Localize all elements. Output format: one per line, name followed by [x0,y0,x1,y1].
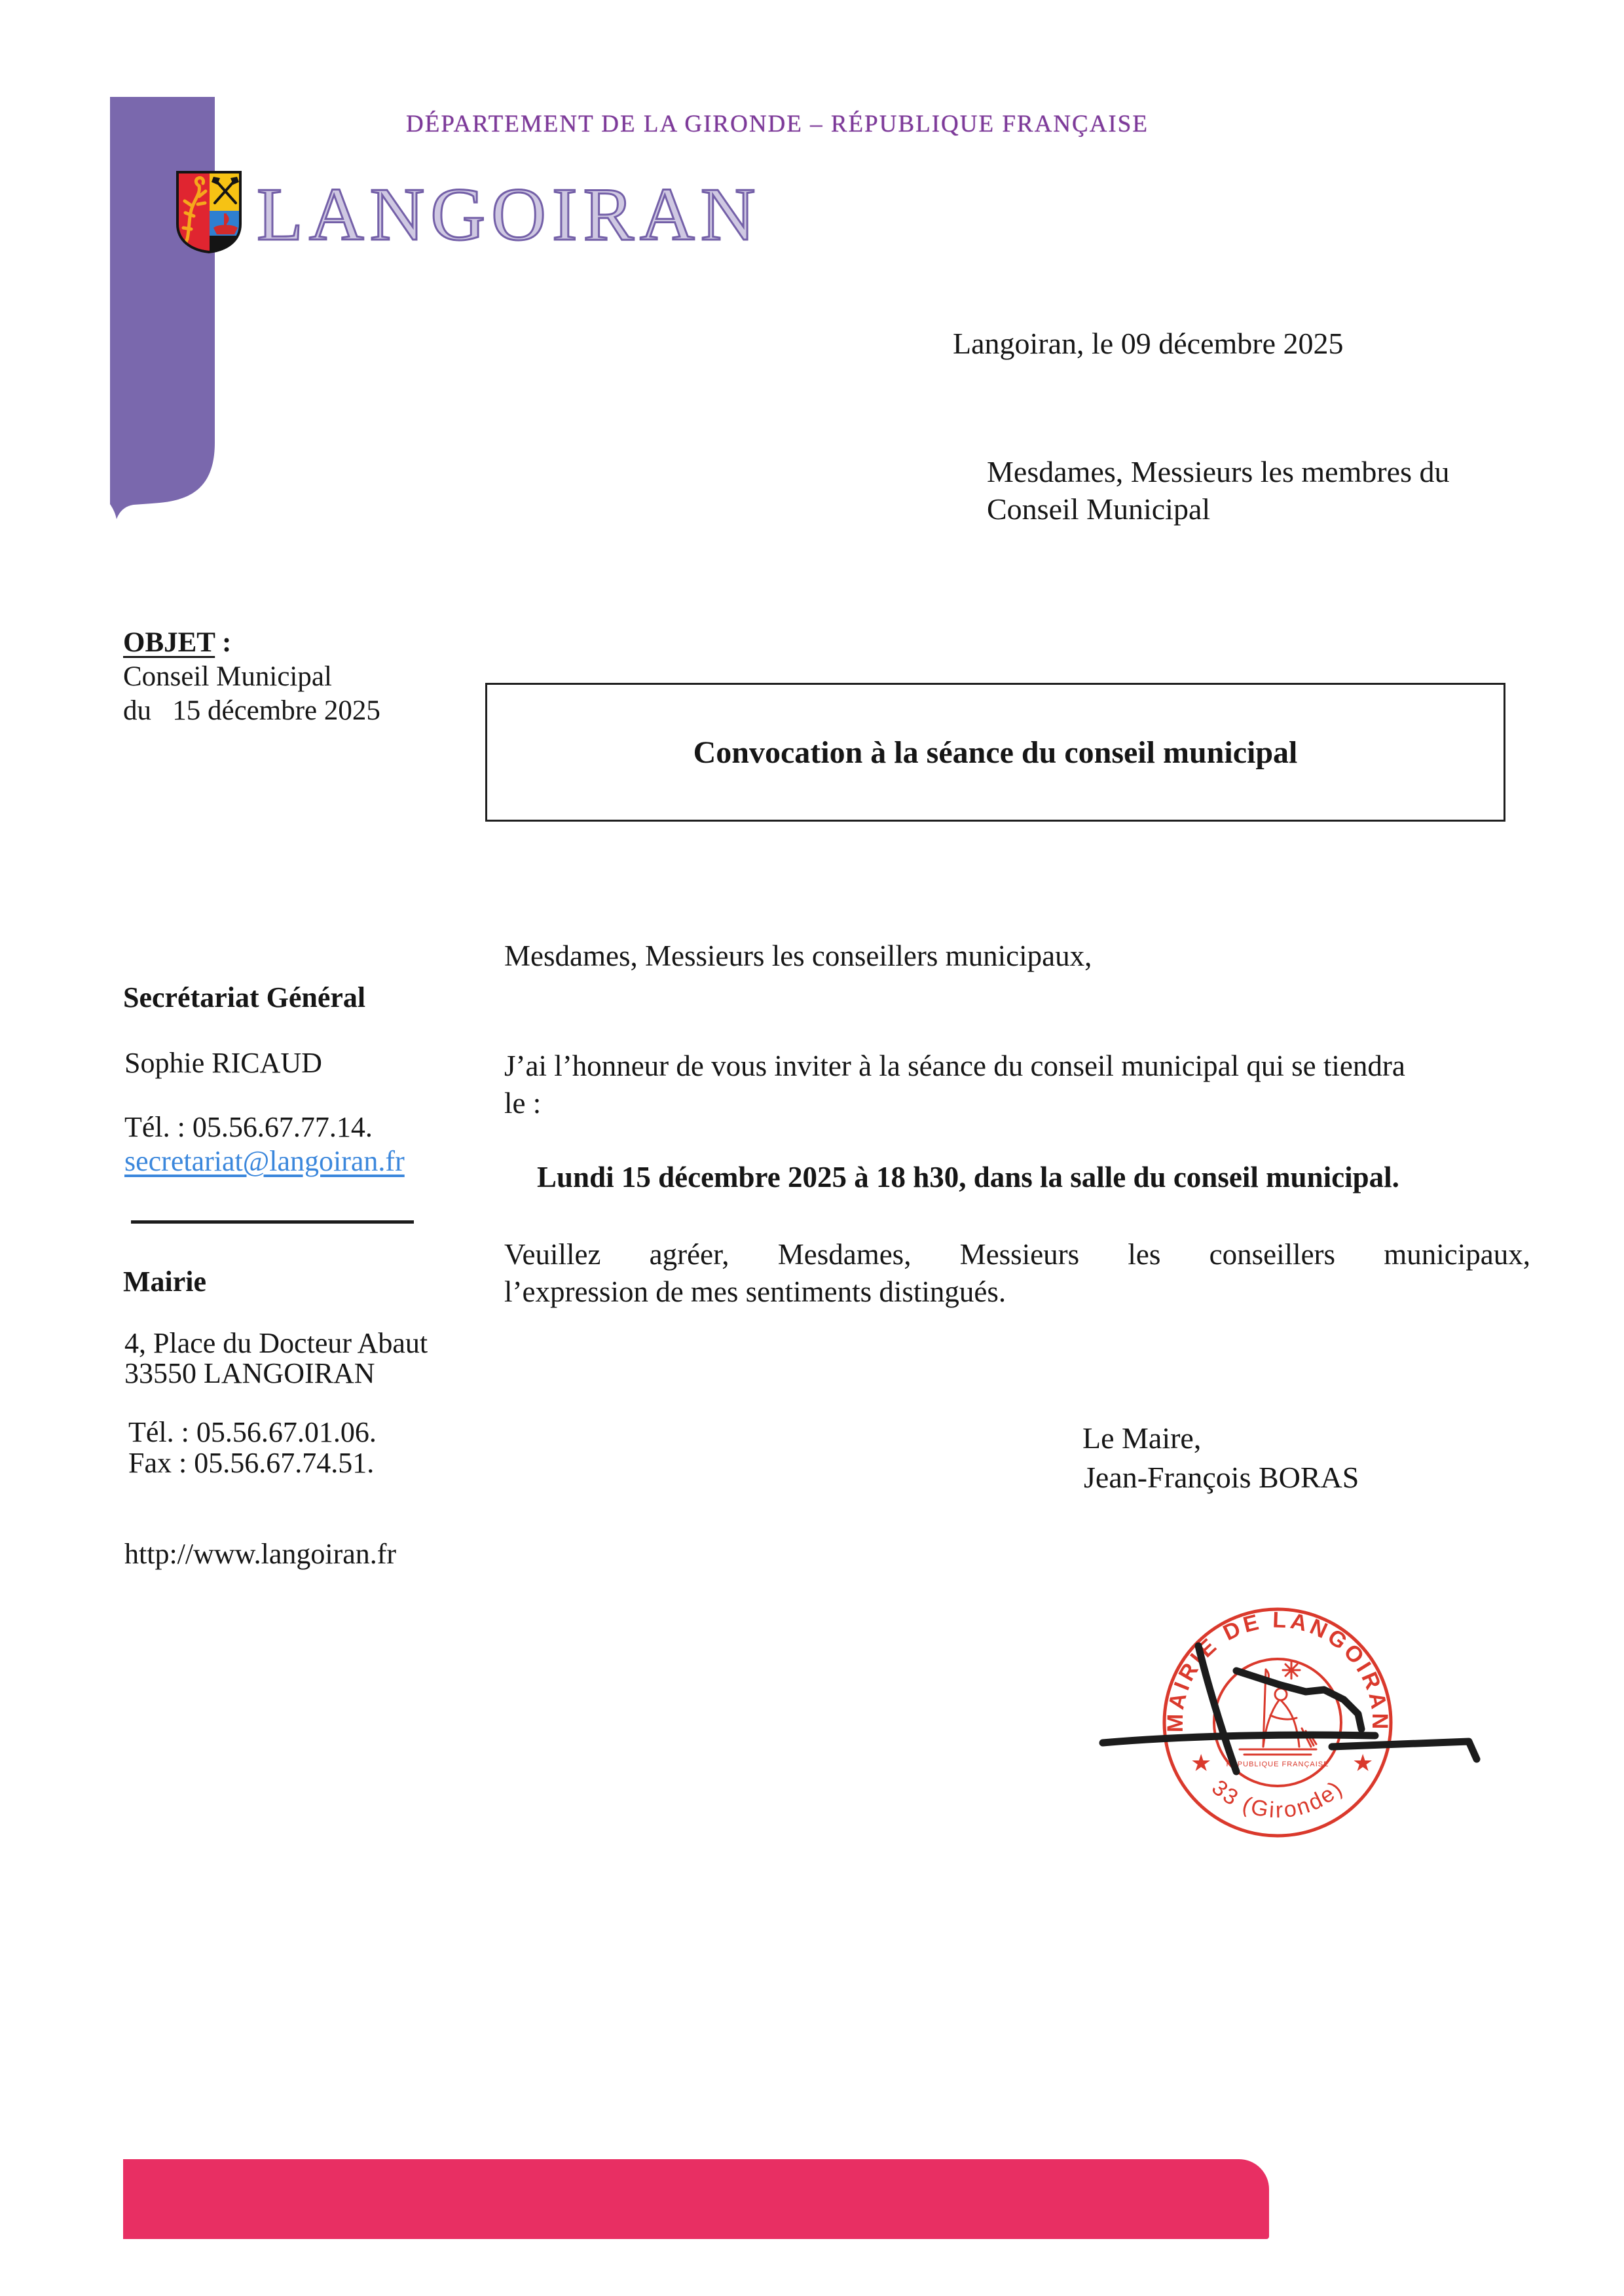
department-header: DÉPARTEMENT DE LA GIRONDE – RÉPUBLIQUE FRANÇAISE [406,111,1149,137]
stamp-top-text: MAIRIE DE LANGOIRAN [1162,1607,1393,1733]
pink-footer-bar [123,2159,1269,2239]
stamp-star-right-icon: ★ [1352,1750,1374,1776]
mairie-phone: Tél. : 05.56.67.01.06. [128,1416,377,1448]
body-paragraph-line-2: le : [504,1087,542,1120]
objet-line-1: Conseil Municipal [123,661,332,692]
address-line-1: 4, Place du Docteur Abaut [124,1327,428,1359]
secretariat-email-link[interactable]: secretariat@langoiran.fr [124,1145,405,1177]
stamp-star-left-icon: ★ [1190,1750,1212,1776]
title-box [485,683,1505,822]
signer-name: Jean-François BORAS [1084,1461,1359,1494]
date-line: Langoiran, le 09 décembre 2025 [953,327,1344,360]
secretariat-title: Secrétariat Général [123,981,366,1013]
mairie-fax: Fax : 05.56.67.74.51. [128,1447,375,1479]
secretariat-phone: Tél. : 05.56.67.77.14. [124,1111,373,1143]
official-stamp [1080,1591,1526,1853]
closing-line-2: l’expression de mes sentiments distingués. [504,1275,1006,1308]
salutation: Mesdames, Messieurs les conseillers municipaux, [504,939,1092,972]
body-paragraph-line-1: J’ai l’honneur de vous inviter à la séance du conseil municipal qui se tiendra [504,1049,1405,1082]
objet-heading [123,626,380,660]
website-url: http://www.langoiran.fr [124,1538,397,1570]
coat-of-arms-icon [175,170,242,254]
sidebar-divider [131,1220,414,1224]
purple-ribbon [110,97,216,521]
commune-logo-text: LANGOIRAN [257,173,762,257]
closing-line-1: Veuillez agréer, Mesdames, Messieurs les conseillers municipaux, [504,1238,1530,1271]
signer-title: Le Maire, [1082,1421,1202,1455]
address-line-2: 33550 LANGOIRAN [124,1357,375,1389]
meeting-date-line: Lundi 15 décembre 2025 à 18 h30, dans la salle du conseil municipal. [537,1161,1399,1194]
objet-block [123,626,380,728]
recipient-block [987,453,1450,528]
secretary-name: Sophie RICAUD [124,1047,322,1079]
stamp-bottom-text: 33 (Gironde) [1207,1775,1348,1823]
objet-label: OBJET [123,627,215,658]
stamp-center-text: RÉPUBLIQUE FRANÇAISE [1226,1760,1329,1768]
svg-text:33 (Gironde) [1207,1775,1348,1823]
mairie-title: Mairie [123,1266,207,1298]
recipient-line-1: Mesdames, Messieurs les membres du [987,455,1450,488]
objet-line-2: du 15 décembre 2025 [123,695,380,726]
recipient-line-2: Conseil Municipal [987,492,1211,526]
letter-title: Convocation à la séance du conseil municipal [693,735,1298,770]
signature-scrawl [1103,1646,1477,1772]
objet-colon: : [215,627,232,658]
